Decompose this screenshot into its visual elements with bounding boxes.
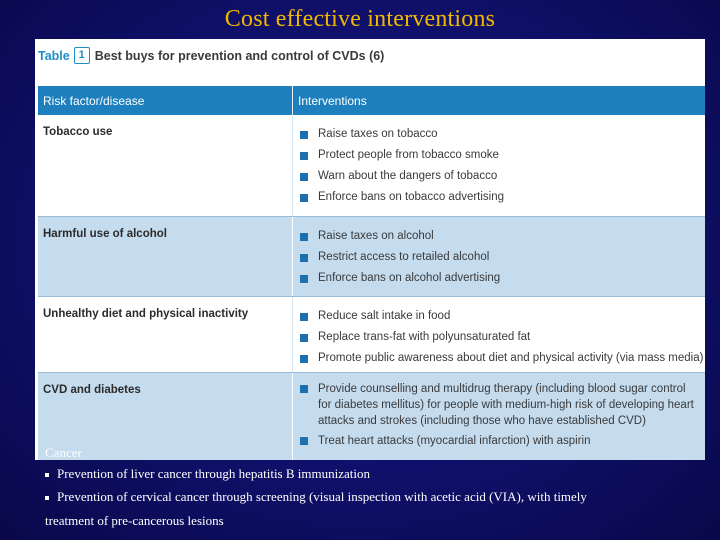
table-caption-tag: Table (38, 48, 70, 63)
column-divider (292, 86, 293, 115)
bullet-square-icon (300, 385, 308, 393)
header-interventions: Interventions (298, 94, 367, 108)
intervention-text: Enforce bans on alcohol advertising (318, 272, 501, 284)
intervention-text: Treat heart attacks (myocardial infarction) with aspirin (318, 435, 591, 447)
column-divider (292, 373, 293, 460)
bullet-square-icon (300, 233, 308, 241)
column-divider (292, 217, 293, 296)
intervention-text: Protect people from tobacco smoke (318, 149, 499, 161)
bullet-square-icon (300, 152, 308, 160)
list-item (298, 145, 701, 166)
list-item (298, 433, 701, 449)
bullet-square-icon (300, 275, 308, 283)
table-header (38, 86, 705, 115)
table-row (38, 373, 705, 460)
bullet-square-icon (300, 254, 308, 262)
intervention-text: Warn about the dangers of tobacco (318, 170, 498, 182)
interventions-list (298, 381, 701, 449)
risk-factor-label: CVD and diabetes (43, 384, 141, 396)
intervention-text: Raise taxes on alcohol (318, 230, 434, 242)
bullet-square-icon (300, 131, 308, 139)
interventions-list (298, 124, 701, 208)
header-risk-factor: Risk factor/disease (43, 94, 145, 108)
list-item (298, 187, 701, 208)
list-item (298, 247, 701, 268)
interventions-list (298, 306, 704, 369)
table-row (38, 115, 705, 216)
list-item (298, 306, 701, 327)
slide-title: Cost effective interventions (224, 6, 496, 32)
intervention-text: Reduce salt intake in food (318, 310, 451, 322)
table-caption-title: Best buys for prevention and control of CVDs (6) (94, 48, 385, 63)
column-divider (292, 297, 293, 372)
cancer-heading: Cancer (45, 445, 82, 460)
list-item (298, 124, 701, 145)
risk-factor-label: Harmful use of alcohol (43, 228, 167, 240)
list-item (298, 348, 704, 369)
intervention-text: Enforce bans on tobacco advertising (318, 191, 505, 203)
cancer-bullet-text: Prevention of liver cancer through hepatitis B immunization (57, 466, 371, 481)
table-number-badge: 1 (74, 47, 90, 64)
best-buys-table (35, 39, 705, 460)
list-item (298, 268, 701, 289)
risk-factor-label: Unhealthy diet and physical inactivity (43, 308, 249, 320)
list-item (298, 166, 701, 187)
cancer-bullet-text: Prevention of cervical cancer through screening (visual inspection with acetic acid (VIA), with timely (57, 489, 587, 504)
bullet-square-icon (300, 437, 308, 445)
interventions-list (298, 226, 701, 289)
list-item (298, 381, 701, 429)
column-divider (292, 115, 293, 216)
list-item (298, 226, 701, 247)
list-item (298, 327, 701, 348)
table-row (38, 297, 705, 372)
bullet-square-icon (300, 355, 308, 363)
table-row (38, 217, 705, 296)
bullet-square-icon (300, 334, 308, 342)
risk-factor-label: Tobacco use (43, 126, 113, 138)
bullet-square-icon (300, 173, 308, 181)
bullet-square-icon (300, 313, 308, 321)
intervention-text: Raise taxes on tobacco (318, 128, 438, 140)
intervention-text: Provide counselling and multidrug therapy (including blood sugar control for diabetes mellitus) for people with medium-high risk of developing heart attacks and strokes (including those who have established CVD) (318, 383, 694, 427)
bullet-square-icon (45, 496, 49, 500)
intervention-text: Promote public awareness about diet and physical activity (via mass media) (318, 352, 704, 364)
intervention-text: Replace trans-fat with polyunsaturated fat (318, 331, 531, 343)
cancer-bullet-continuation: treatment of pre-cancerous lesions (45, 513, 224, 528)
intervention-text: Restrict access to retailed alcohol (318, 251, 490, 263)
bullet-square-icon (45, 473, 49, 477)
bullet-square-icon (300, 194, 308, 202)
table-caption (38, 47, 384, 64)
